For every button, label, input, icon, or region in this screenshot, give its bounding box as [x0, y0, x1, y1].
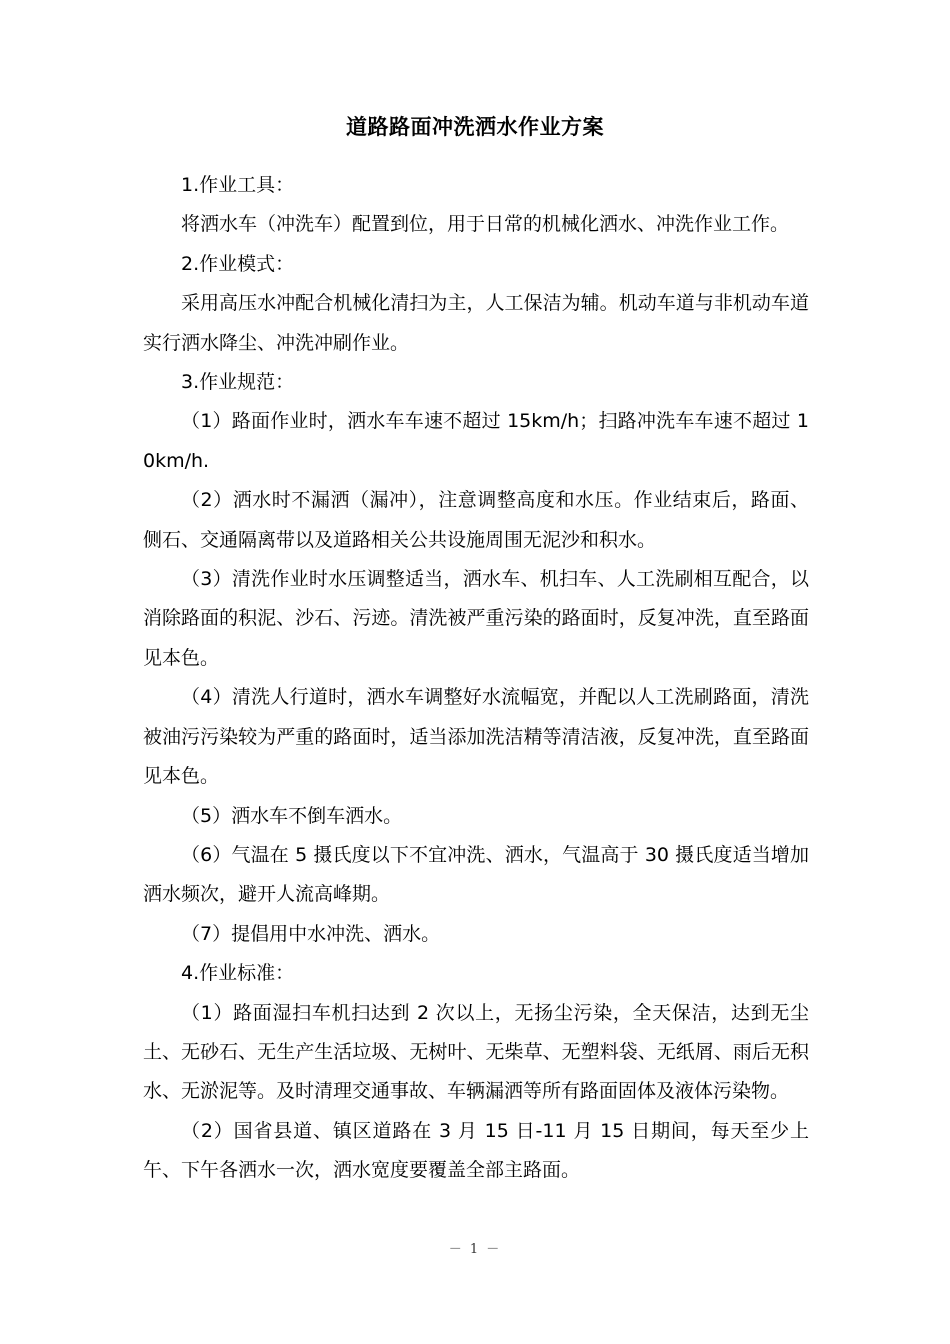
spec-item-2: （2）洒水时不漏洒（漏冲），注意调整高度和水压。作业结束后，路面、侧石、交通隔离带以及道路相关公共设施周围无泥沙和积水。	[143, 489, 809, 551]
section-heading-mode: 2.作业模式：	[181, 252, 295, 275]
spec-item-6: （6）气温在 5 摄氏度以下不宜冲洗、洒水，气温高于 30 摄氏度适当增加洒水频次，避开人流高峰期。	[143, 843, 809, 906]
page-number: － 1 －	[448, 1242, 502, 1257]
spec-item-3: （3）清洗作业时水压调整适当，洒水车、机扫车、人工洗刷相互配合，以消除路面的积泥、沙石、污迹。清洗被严重污染的路面时，反复冲洗，直至路面见本色。	[143, 568, 809, 669]
document-body	[143, 166, 809, 1191]
standard-item-1: （1）路面湿扫车机扫达到 2 次以上，无扬尘污染，全天保洁，达到无尘土、无砂石、无生产生活垃圾、无树叶、无柴草、无塑料袋、无纸屑、雨后无积水、无淤泥等。及时清理交通事故、车辆漏洒等所有路面固体及液体污染物。	[143, 1001, 809, 1103]
paragraph-mode: 采用高压水冲配合机械化清扫为主，人工保洁为辅。机动车道与非机动车道实行洒水降尘、冲洗冲刷作业。	[143, 292, 809, 354]
spec-item-4: （4）清洗人行道时，洒水车调整好水流幅宽，并配以人工洗刷路面，清洗被油污污染较为严重的路面时，适当添加洗洁精等清洁液，反复冲洗，直至路面见本色。	[143, 686, 809, 788]
spec-item-1: （1）路面作业时，洒水车车速不超过 15km/h；扫路冲洗车车速不超过 10km/h.	[143, 410, 809, 472]
spec-item-7: （7）提倡用中水冲洗、洒水。	[181, 922, 441, 945]
section-heading-tools: 1.作业工具：	[181, 174, 295, 196]
paragraph-tools: 将洒水车（冲洗车）配置到位，用于日常的机械化洒水、冲洗作业工作。	[181, 213, 790, 236]
document-title: 道路路面冲洗洒水作业方案	[346, 115, 604, 139]
standard-item-2: （2）国省县道、镇区道路在 3 月 15 日-11 月 15 日期间，每天至少上午、下午各洒水一次，洒水宽度要覆盖全部主路面。	[143, 1119, 809, 1182]
section-heading-spec: 3.作业规范：	[181, 371, 295, 394]
spec-item-5: （5）洒水车不倒车洒水。	[181, 804, 403, 827]
section-heading-standard: 4.作业标准：	[181, 962, 295, 985]
